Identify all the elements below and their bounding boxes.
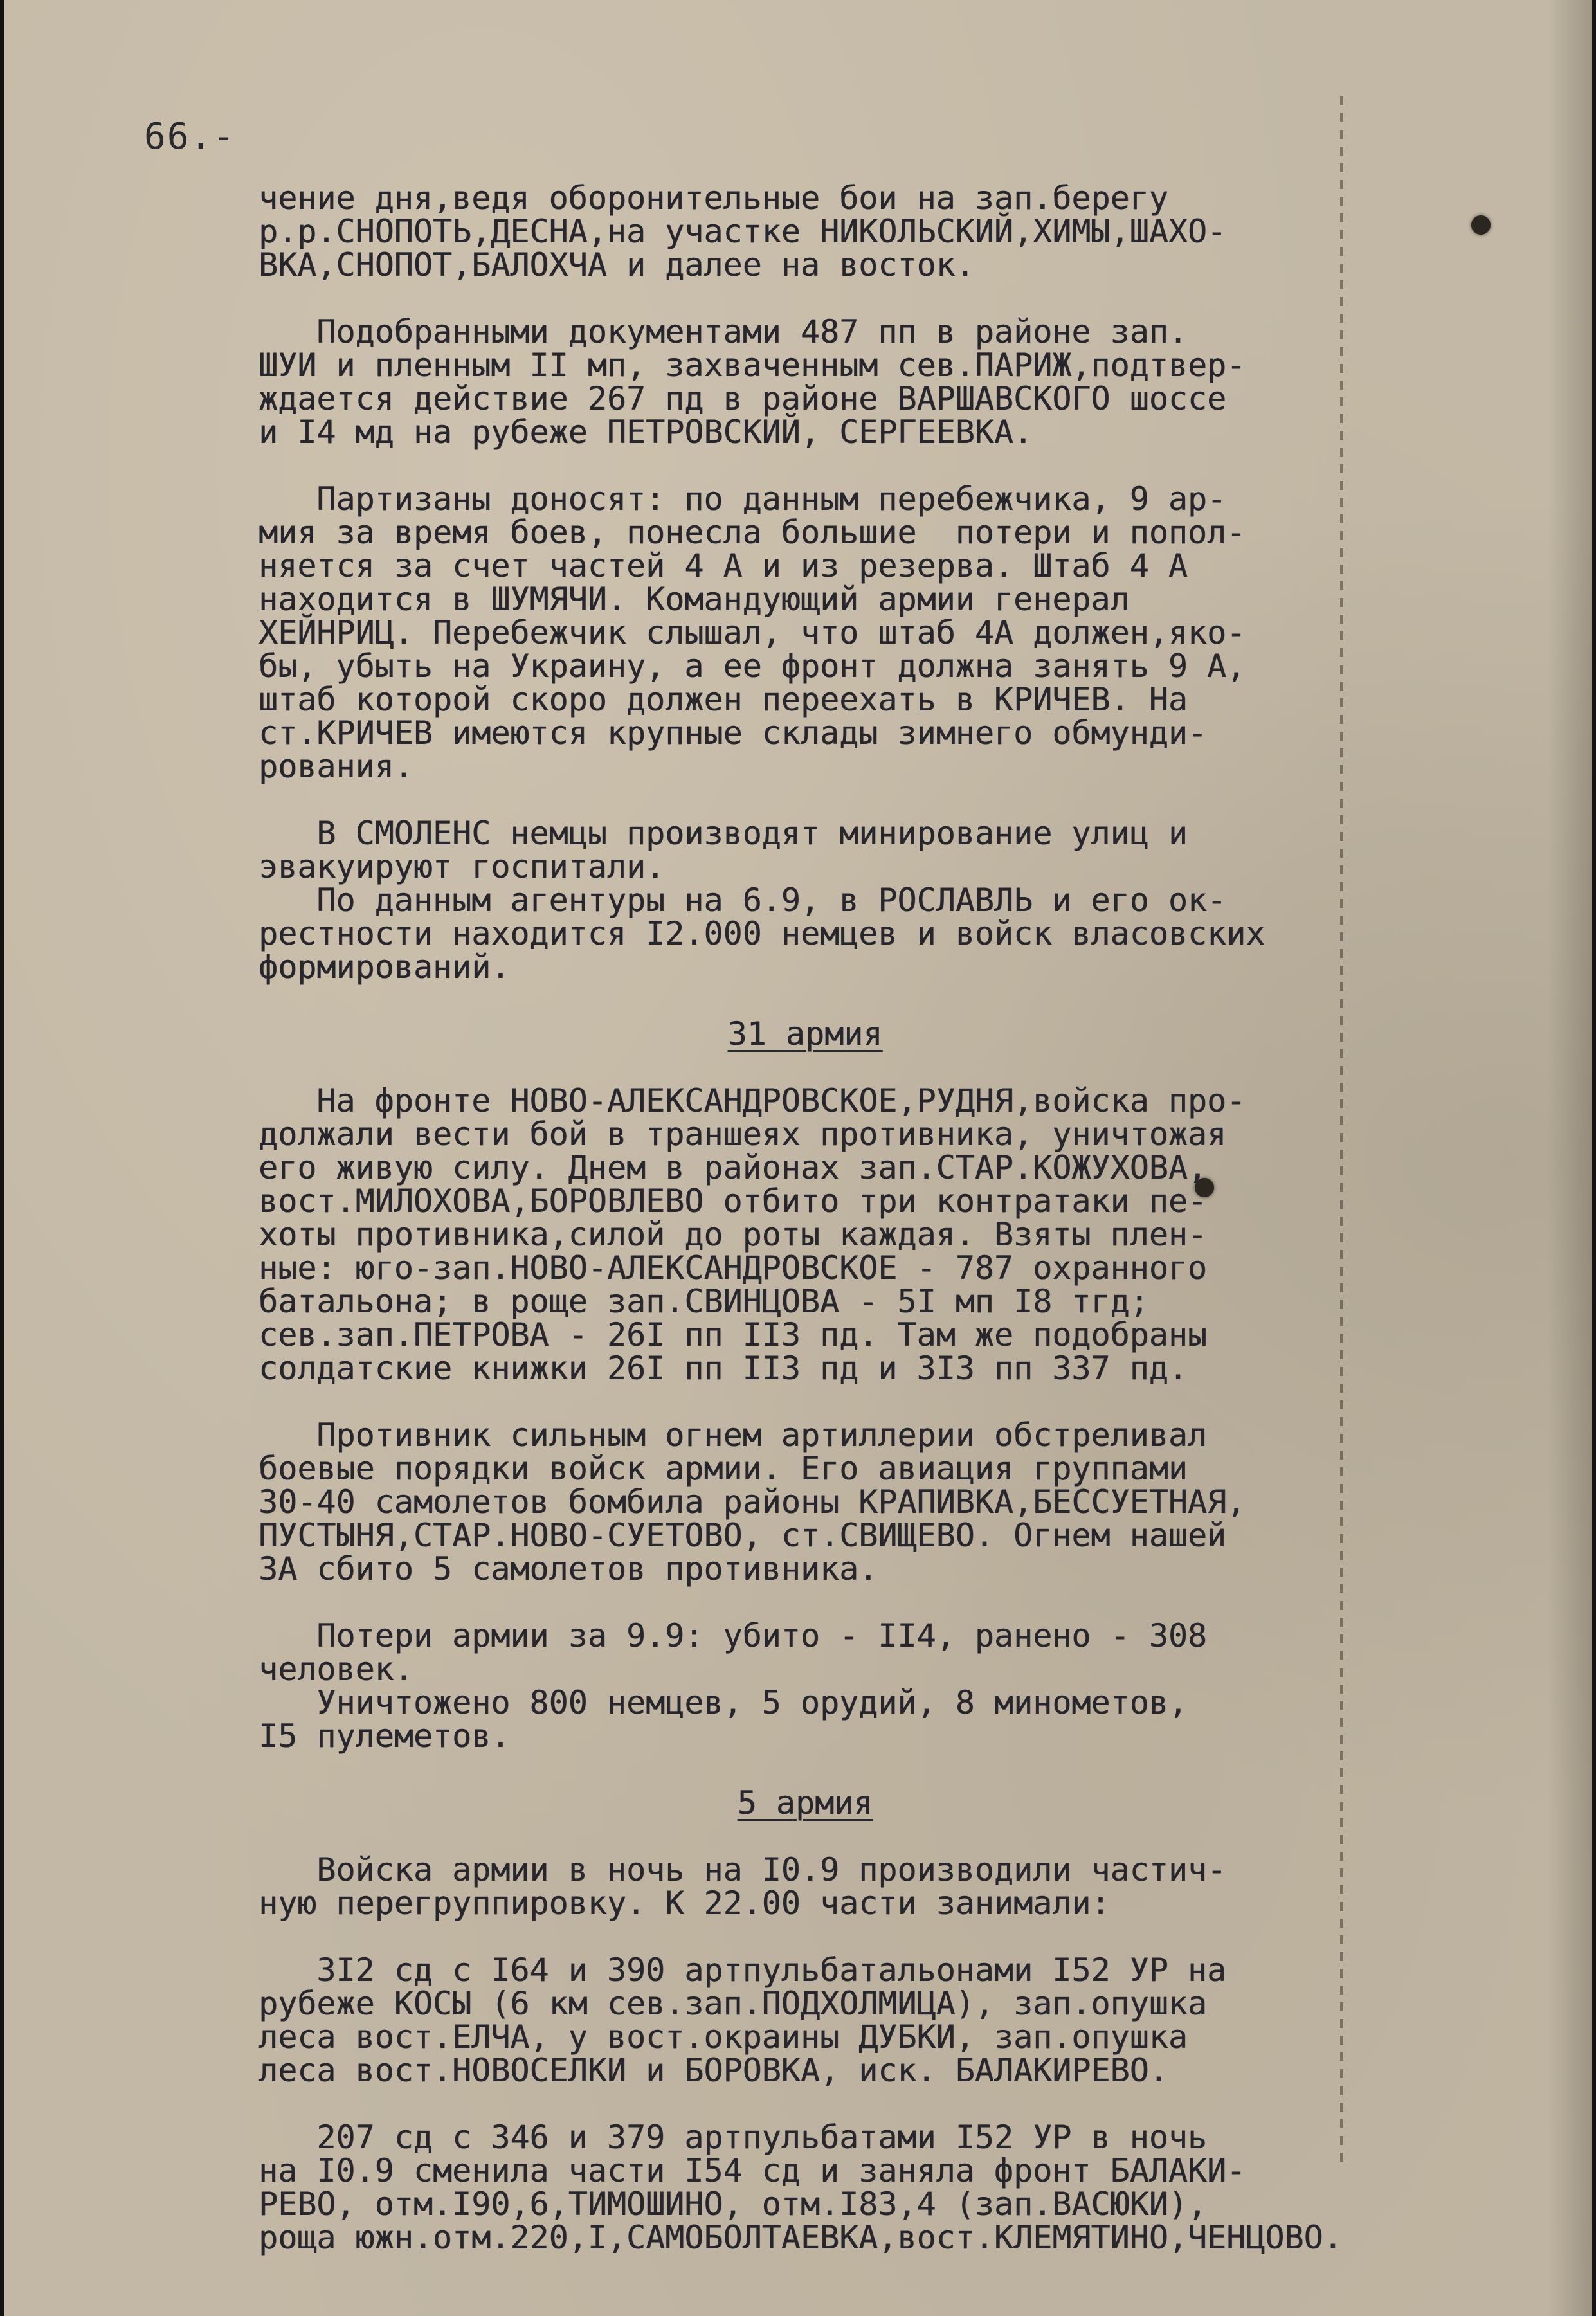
binding-hole-top	[1471, 215, 1491, 235]
text-line: боевые порядки войск армии. Его авиация группами	[258, 1450, 1188, 1487]
text-line: Подобранными документами 487 пп в районе зап.	[258, 313, 1188, 350]
text-line: штаб которой скоро должен переехать в КРИЧЕВ. На	[258, 681, 1188, 718]
text-line: Партизаны доносят: по данным перебежчика, 9 ар-	[258, 480, 1227, 518]
text-line: Уничтожено 800 немцев, 5 орудий, 8 минометов,	[258, 1684, 1188, 1721]
text-line: солдатские книжки 26I пп II3 пд и 3I3 пп 337 пд.	[258, 1350, 1188, 1387]
text-line: РЕВО, отм.I90,6,ТИМОШИНО, отм.I83,4 (зап.ВАСЮКИ),	[258, 2185, 1208, 2223]
blank-line	[258, 1920, 1403, 1953]
page-number: 66.-	[144, 116, 236, 158]
text-line: рестности находится I2.000 немцев и войск власовских	[258, 915, 1265, 952]
blank-line	[258, 783, 1403, 817]
text-line: находится в ШУМЯЧИ. Командующий армии генерал	[258, 581, 1130, 618]
blank-line	[258, 1820, 1403, 1853]
text-line: ную перегруппировку. К 22.00 части занимали:	[258, 1885, 1111, 1922]
section-heading: 5 армия	[737, 1784, 873, 1822]
text-line: ХЕЙНРИЦ. Перебежчик слышал, что штаб 4А должен,яко-	[258, 614, 1246, 651]
document-body	[258, 181, 1403, 2254]
text-line: Потери армии за 9.9: убито - II4, ранено - 308	[258, 1617, 1208, 1654]
text-line: ные: юго-зап.НОВО-АЛЕКСАНДРОВСКОЕ - 787 охранного	[258, 1249, 1208, 1287]
text-line: сев.зап.ПЕТРОВА - 26I пп II3 пд. Там же подобраны	[258, 1316, 1208, 1353]
text-line: В СМОЛЕНС немцы производят минирование улиц и	[258, 815, 1188, 852]
text-line: 3I2 сд с I64 и 390 артпульбатальонами I52 УР на	[258, 1951, 1227, 1989]
blank-line	[258, 449, 1403, 482]
text-line: ст.КРИЧЕВ имеются крупные склады зимнего обмунди-	[258, 714, 1208, 752]
text-line: няется за счет частей 4 А и из резерва. Штаб 4 А	[258, 547, 1188, 584]
text-line: На фронте НОВО-АЛЕКСАНДРОВСКОЕ,РУДНЯ,войска про-	[258, 1082, 1246, 1119]
text-line: его живую силу. Днем в районах зап.СТАР.КОЖУХОВА,	[258, 1149, 1208, 1186]
text-line: ждается действие 267 пд в районе ВАРШАВСКОГО шоссе	[258, 380, 1227, 417]
text-line: вост.МИЛОХОВА,БОРОВЛЕВО отбито три контратаки пе-	[258, 1182, 1208, 1220]
text-line: батальона; в роще зап.СВИНЦОВА - 5I мп I8 тгд;	[258, 1283, 1149, 1320]
text-line: Противник сильным огнем артиллерии обстреливал	[258, 1416, 1208, 1454]
text-line: мия за время боев, понесла большие потери и попол-	[258, 514, 1246, 551]
text-line: ПУСТЫНЯ,СТАР.НОВО-СУЕТОВО, ст.СВИЩЕВО. Огнем нашей	[258, 1517, 1227, 1554]
blank-line	[258, 1385, 1403, 1418]
text-line: бы, убыть на Украину, а ее фронт должна занять 9 А,	[258, 647, 1246, 685]
text-line: Войска армии в ночь на I0.9 производили частич-	[258, 1851, 1227, 1888]
text-line: По данным агентуры на 6.9, в РОСЛАВЛЬ и его ок-	[258, 882, 1227, 919]
text-line: ШУИ и пленным II мп, захваченным сев.ПАРИЖ,подтвер-	[258, 347, 1246, 384]
text-line: ЗА сбито 5 самолетов противника.	[258, 1550, 878, 1588]
blank-line	[258, 1051, 1403, 1084]
text-line: леса вост.ЕЛЧА, у вост.окраины ДУБКИ, зап.опушка	[258, 2018, 1188, 2056]
blank-line	[258, 1586, 1403, 1619]
text-line: роща южн.отм.220,I,САМОБОЛТАЕВКА,вост.КЛЕМЯТИНО,ЧЕНЦОВО.	[258, 2219, 1343, 2256]
text-line: формирований.	[258, 948, 511, 986]
text-line: I5 пулеметов.	[258, 1717, 511, 1755]
text-line: леса вост.НОВОСЕЛКИ и БОРОВКА, иск. БАЛАКИРЕВО.	[258, 2052, 1168, 2089]
blank-line	[258, 282, 1403, 315]
document-page	[4, 0, 1592, 2316]
text-line: эвакуируют госпитали.	[258, 848, 666, 885]
text-line: хоты противника,силой до роты каждая. Взяты плен-	[258, 1216, 1208, 1253]
text-line: 30-40 самолетов бомбила районы КРАПИВКА,БЕССУЕТНАЯ,	[258, 1483, 1246, 1521]
text-line: рубеже КОСЫ (6 км сев.зап.ПОДХОЛМИЦА), зап.опушка	[258, 1985, 1208, 2022]
section-heading: 31 армия	[727, 1015, 883, 1053]
blank-line	[258, 2087, 1403, 2121]
blank-line	[258, 984, 1403, 1017]
page-edge-shadow	[1547, 0, 1592, 2316]
text-line: р.р.СНОПОТЬ,ДЕСНА,на участке НИКОЛЬСКИЙ,ХИМЫ,ШАХО-	[258, 213, 1227, 250]
text-line: ВКА,СНОПОТ,БАЛОХЧА и далее на восток.	[258, 246, 975, 284]
blank-line	[258, 1753, 1403, 1786]
text-line: 207 сд с 346 и 379 артпульбатами I52 УР в ночь	[258, 2119, 1208, 2156]
text-line: рования.	[258, 748, 413, 785]
text-line: и I4 мд на рубеже ПЕТРОВСКИЙ, СЕРГЕЕВКА.	[258, 413, 1033, 451]
text-line: человек.	[258, 1651, 413, 1688]
text-line: чение дня,ведя оборонительные бои на зап.берегу	[258, 179, 1168, 217]
text-line: должали вести бой в траншеях противника, уничтожая	[258, 1116, 1227, 1153]
text-line: на I0.9 сменила части I54 сд и заняла фронт БАЛАКИ-	[258, 2152, 1246, 2189]
